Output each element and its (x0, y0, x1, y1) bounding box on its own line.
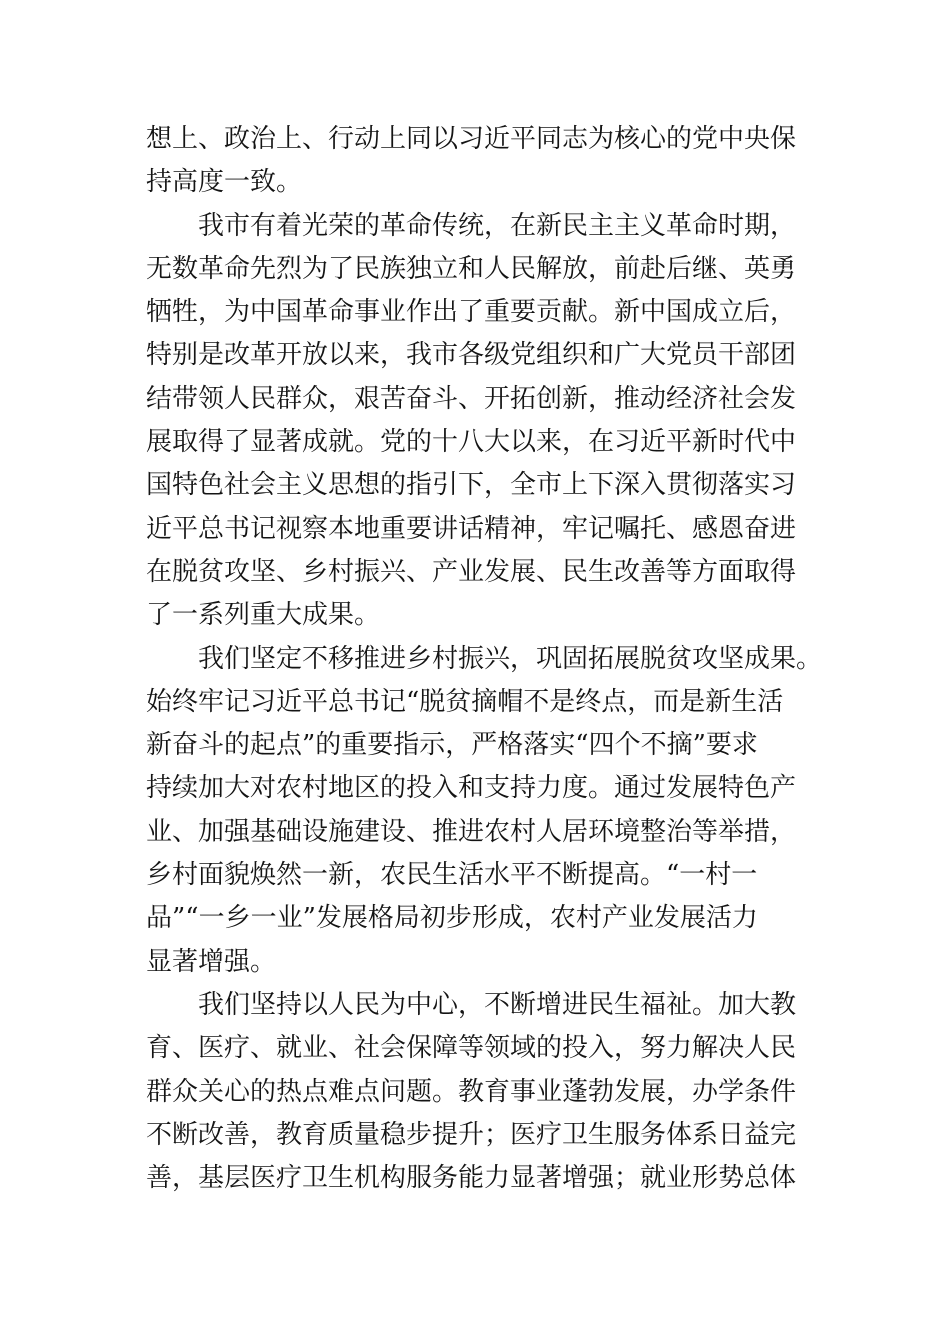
text-line: 不断改善，教育质量稳步提升；医疗卫生服务体系日益完 (146, 1119, 797, 1150)
text-line: 想上、政治上、行动上同以习近平同志为核心的党中央保 (146, 124, 797, 154)
text-line: 国特色社会主义思想的指引下，全市上下深入贯彻落实习 (146, 470, 797, 501)
text-line: 无数革命先烈为了民族独立和人民解放，前赴后继、英勇 (146, 253, 797, 284)
text-line: 特别是改革开放以来，我市各级党组织和广大党员干部团 (146, 340, 797, 371)
text-line: 群众关心的热点难点问题。教育事业蓬勃发展，办学条件 (146, 1076, 797, 1107)
text-line: 新奋斗的起点”的重要指示，严格落实“四个不摘”要求 (146, 730, 758, 761)
text-line: 展取得了显著成就。党的十八大以来，在习近平新时代中 (146, 427, 797, 458)
text-line: 了一系列重大成果。 (146, 600, 381, 631)
text-line: 乡村面貌焕然一新，农民生活水平不断提高。“一村一 (146, 860, 758, 891)
text-line: 业、加强基础设施建设、推进农村人居环境整治等举措， (146, 816, 797, 847)
text-line: 显著增强。 (146, 946, 277, 977)
paragraph-first-line: 我们坚定不移推进乡村振兴，巩固拓展脱贫攻坚成果。 (198, 643, 823, 674)
paragraph-first-line: 我市有着光荣的革命传统，在新民主主义革命时期， (198, 210, 797, 241)
text-line: 持高度一致。 (146, 167, 303, 198)
text-line: 持续加大对农村地区的投入和支持力度。通过发展特色产 (146, 773, 797, 804)
text-line: 在脱贫攻坚、乡村振兴、产业发展、民生改善等方面取得 (146, 556, 797, 587)
text-line: 育、医疗、就业、社会保障等领域的投入，努力解决人民 (146, 1033, 797, 1064)
paragraph-first-line: 我们坚持以人民为中心，不断增进民生福祉。加大教 (198, 989, 797, 1020)
text-line: 始终牢记习近平总书记“脱贫摘帽不是终点，而是新生活 (146, 686, 784, 717)
text-line: 善，基层医疗卫生机构服务能力显著增强；就业形势总体 (146, 1163, 797, 1194)
text-line: 结带领人民群众，艰苦奋斗、开拓创新，推动经济社会发 (146, 383, 797, 414)
text-line: 牺牲，为中国革命事业作出了重要贡献。新中国成立后， (146, 297, 797, 328)
text-line: 品”“一乡一业”发展格局初步形成，农村产业发展活力 (146, 903, 758, 934)
body-text (146, 118, 823, 1200)
text-line: 近平总书记视察本地重要讲话精神，牢记嘱托、感恩奋进 (146, 513, 797, 544)
